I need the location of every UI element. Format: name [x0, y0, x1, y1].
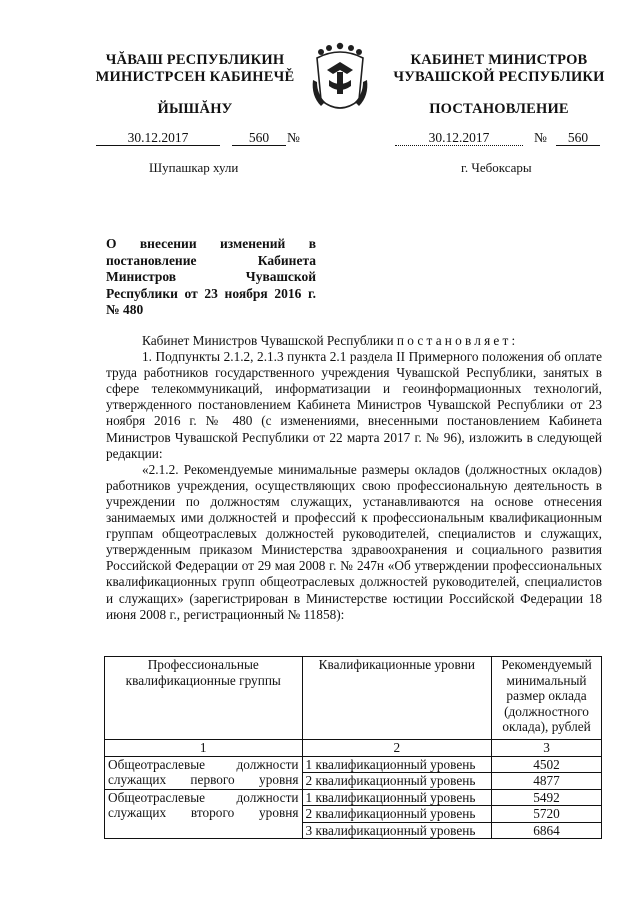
paragraph-2: «2.1.2. Рекомендуемые минимальные размеры окладов (должностных окладов) работников учреждения, осуществляющих свою профессиональную деятельность в учреждении по должностям служащих, устанавливаются на основе отнесения занимаемых ими должностей и профессий к профессиональным квалификационным группам общеотраслевых должностей руководителей, специалистов и служащих, утвержденным приказом Министерства здравоохранения и социального развития Российской Федерации от 29 мая 2008 г. № 247н «Об утверждении профессиональных квалификационных групп общеотраслевых должностей руководителей, специалистов и служащих» (зарегистрирован в Министерстве юстиции Российской Федерации 18 июня 2008 г., регистрационный № 11858): [106, 461, 602, 622]
header-right-doc-type: ПОСТАНОВЛЕНИЕ [429, 101, 569, 117]
right-no-sign: № [534, 130, 547, 145]
table-group-cell: Общеотраслевые должности служащих второго уровня [105, 789, 303, 839]
table-level-cell: 3 квалификационный уровень [302, 822, 492, 839]
table-header-cell: Профессиональные квалификационные группы [105, 657, 303, 740]
document-title: О внесении изменений в постановление Кабинета Министров Чувашской Республики от 23 ноября 2016 г. № 480 [106, 236, 316, 317]
right-date: 30.12.2017 [428, 130, 490, 145]
intro-verb: постановляет: [396, 333, 519, 348]
left-place: Шупашкар хули [149, 160, 239, 175]
left-number-field [232, 130, 286, 146]
table-row [105, 756, 602, 773]
table-colnum-cell: 3 [492, 740, 602, 757]
header-right-org [390, 52, 608, 86]
table-level-cell: 2 квалификационный уровень [302, 806, 492, 823]
table-group-cell: Общеотраслевые должности служащих первого уровня [105, 756, 303, 789]
table-level-cell: 1 квалификационный уровень [302, 789, 492, 806]
table-salary-cell: 5492 [492, 789, 602, 806]
header-left-org [95, 52, 295, 86]
table-salary-cell: 4877 [492, 773, 602, 790]
table-header-row [105, 657, 602, 740]
paragraph-1: 1. Подпункты 2.1.2, 2.1.3 пункта 2.1 раздела II Примерного положения об оплате труда работников государственного учреждения Чувашской Республики, занятых в сфере телекоммуникаций, информатизации и геоинформационных технологий, утвержденного постановлением Кабинета Министров Чувашской Республики от 23 ноября 2016 г. № 480 (с изменениями, внесенными постановлением Кабинета Министров Чувашской Республики от 22 марта 2017 г. № 96), изложить в следующей редакции: [106, 349, 602, 461]
table-level-cell: 1 квалификационный уровень [302, 756, 492, 773]
table-salary-cell: 4502 [492, 756, 602, 773]
salary-table [104, 656, 602, 839]
table-colnum-row [105, 740, 602, 757]
right-number-field [556, 130, 600, 146]
document-body [106, 333, 602, 623]
table-header-cell: Рекомендуемый минимальный размер оклада (должностного оклада), рублей [492, 657, 602, 740]
left-date: 30.12.2017 [127, 130, 189, 145]
right-place: г. Чебоксары [461, 160, 532, 175]
header-right-line1: КАБИНЕТ МИНИСТРОВ [410, 52, 588, 68]
table-row [105, 789, 602, 806]
table-colnum-cell: 1 [105, 740, 303, 757]
left-date-field [96, 130, 220, 146]
header-right-line2: ЧУВАШСКОЙ РЕСПУБЛИКИ [393, 69, 605, 85]
header-left-line1: ЧĂВАШ РЕСПУБЛИКИН [105, 52, 285, 68]
right-number: 560 [567, 130, 589, 145]
table-level-cell: 2 квалификационный уровень [302, 773, 492, 790]
table-salary-cell: 5720 [492, 806, 602, 823]
intro-lead: Кабинет Министров Чувашской Республики [142, 333, 397, 348]
left-number: 560 [248, 130, 270, 145]
intro-paragraph [106, 333, 602, 349]
header-left-line2: МИНИСТРСЕН КАБИНЕЧĚ [95, 69, 295, 85]
right-date-field [395, 130, 523, 146]
table-header-cell: Квалификационные уровни [302, 657, 492, 740]
left-no-sign: № [287, 130, 300, 145]
table-salary-cell: 6864 [492, 822, 602, 839]
table-colnum-cell: 2 [302, 740, 492, 757]
header-left-doc-type: ЙЫШĂНУ [157, 101, 233, 117]
emblem-icon [307, 40, 373, 120]
